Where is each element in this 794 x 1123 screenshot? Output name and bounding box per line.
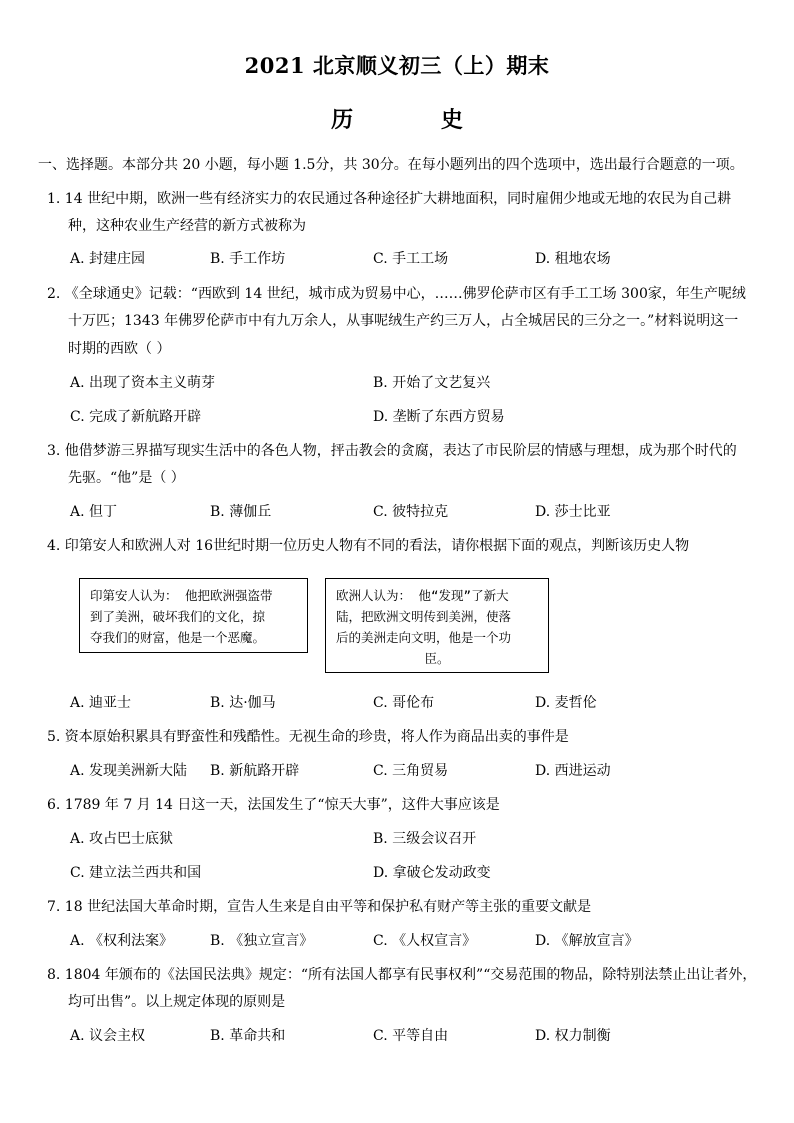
- european-viewpoint-line: 陆，把欧洲文明传到美洲，使落: [336, 609, 512, 624]
- question-6-option-a: A. 攻占巴士底狱: [70, 831, 174, 847]
- question-5-option-d: D. 西进运动: [535, 763, 611, 779]
- question-3-option-c: C. 彼特拉克: [373, 504, 449, 520]
- indigenous-viewpoint-box: [79, 578, 308, 653]
- question-7-option-c: C. 《人权宣言》: [373, 933, 477, 949]
- question-4-option-c: C. 哥伦布: [373, 695, 435, 711]
- question-5-option-a: A. 发现美洲新大陆: [70, 763, 188, 779]
- question-1-option-c: C. 手工工场: [373, 251, 449, 267]
- question-2-option-c: C. 完成了新航路开辟: [70, 409, 202, 425]
- question-6-option-b: B. 三级会议召开: [373, 831, 477, 847]
- question-4-option-d: D. 麦哲伦: [535, 695, 597, 711]
- question-1-line-2: 种，这种农业生产经营的新方式被称为: [68, 218, 306, 234]
- question-6-option-c: C. 建立法兰西共和国: [70, 865, 202, 881]
- section-intro: 一、选择题。本部分共 20 小题，每小题 1.5分，共 30分。在每小题列出的四个选项中，选出最行合题意的一项。: [38, 157, 744, 173]
- question-8-option-d: D. 权力制衡: [535, 1028, 611, 1044]
- question-2-line-1: 2. 《全球通史》记载：“西欧到 14 世纪，城市成为贸易中心，……佛罗伦萨市区有手工工场 300家，年生产呢绒: [47, 286, 746, 302]
- question-1-option-a: A. 封建庄园: [70, 251, 146, 267]
- question-4-option-b: B. 达·伽马: [210, 695, 276, 711]
- indigenous-viewpoint-line: 印第安人认为： 他把欧洲强盗带: [90, 588, 273, 603]
- question-2-option-a: A. 出现了资本主义萌芽: [70, 375, 216, 391]
- question-8-option-a: A. 议会主权: [70, 1028, 146, 1044]
- question-2-option-d: D. 垄断了东西方贸易: [373, 409, 505, 425]
- question-8-option-b: B. 革命共和: [210, 1028, 286, 1044]
- question-6-option-d: D. 拿破仑发动政变: [373, 865, 491, 881]
- european-viewpoint-box: [325, 578, 549, 673]
- question-3-option-b: B. 薄伽丘: [210, 504, 272, 520]
- question-7-option-d: D. 《解放宣言》: [535, 933, 639, 949]
- exam-title: 2021 北京顺义初三（上）期末: [244, 53, 550, 78]
- question-8-option-c: C. 平等自由: [373, 1028, 449, 1044]
- question-6-line-1: 6. 1789 年 7 月 14 日这一天，法国发生了“惊天大事”，这件大事应该是: [47, 797, 500, 813]
- question-4-line-1: 4. 印第安人和欧洲人对 16世纪时期一位历史人物有不同的看法，请你根据下面的观点，判断该历史人物: [47, 538, 690, 554]
- subject-heading: 历 史: [331, 107, 503, 133]
- question-3-line-2: 先驱。“他”是（ ）: [68, 470, 185, 486]
- european-viewpoint-line: 欧洲人认为： 他“发现”了新大: [336, 588, 509, 603]
- question-5-option-c: C. 三角贸易: [373, 763, 449, 779]
- question-7-line-1: 7. 18 世纪法国大革命时期，宣告人生来是自由平等和保护私有财产等主张的重要文献是: [47, 899, 592, 915]
- question-5-option-b: B. 新航路开辟: [210, 763, 300, 779]
- question-1-option-b: B. 手工作坊: [210, 251, 286, 267]
- question-8-line-1: 8. 1804 年颁布的《法国民法典》规定：“所有法国人都享有民事权利”“交易范围的物品，除特别法禁止出让者外，: [47, 967, 757, 983]
- indigenous-viewpoint-line: 到了美洲，破坏我们的文化，掠: [90, 609, 266, 624]
- question-1-line-1: 1. 14 世纪中期，欧洲一些有经济实力的农民通过各种途径扩大耕地面积，同时雇佣少地或无地的农民为自己耕: [47, 191, 732, 207]
- question-4-option-a: A. 迪亚士: [70, 695, 132, 711]
- indigenous-viewpoint-line: 夺我们的财富，他是一个恶魔。: [90, 630, 266, 645]
- european-viewpoint-line: 臣。: [424, 651, 450, 666]
- question-2-option-b: B. 开始了文艺复兴: [373, 375, 491, 391]
- question-3-option-d: D. 莎士比亚: [535, 504, 611, 520]
- question-2-line-2: 十万匹；1343 年佛罗伦萨市中有九万余人，从事呢绒生产约三万人，占全城居民的三分之一。”材料说明这一: [68, 313, 739, 329]
- question-8-line-2: 均可出售”。以上规定体现的原则是: [68, 994, 286, 1010]
- question-5-line-1: 5. 资本原始积累具有野蛮性和残酷性。无视生命的珍贵，将人作为商品出卖的事件是: [47, 729, 569, 745]
- question-2-line-3: 时期的西欧（ ）: [68, 341, 171, 357]
- question-3-option-a: A. 但丁: [70, 504, 118, 520]
- question-7-option-a: A. 《权利法案》: [70, 933, 174, 949]
- question-3-line-1: 3. 他借梦游三界描写现实生活中的各色人物，抨击教会的贪腐，表达了市民阶层的情感与理想，成为那个时代的: [47, 443, 737, 459]
- european-viewpoint-line: 后的美洲走向文明，他是一个功: [336, 630, 512, 645]
- question-1-option-d: D. 租地农场: [535, 251, 611, 267]
- question-7-option-b: B. 《独立宣言》: [210, 933, 314, 949]
